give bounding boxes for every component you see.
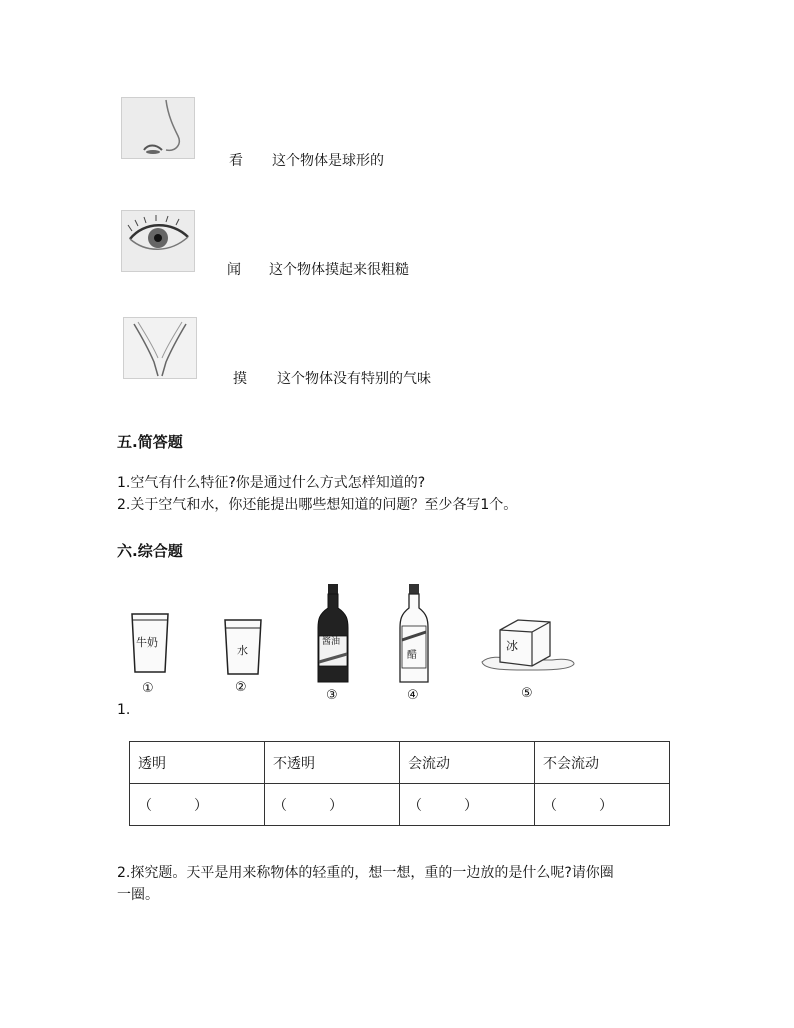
description-label: 这个物体摸起来很粗糙 bbox=[269, 262, 409, 278]
item-number: ② bbox=[235, 680, 247, 695]
table-header-cell: 会流动 bbox=[400, 742, 535, 784]
eye-icon bbox=[122, 211, 194, 271]
item-number: ③ bbox=[326, 688, 338, 703]
classification-table bbox=[129, 741, 670, 826]
bottle-soy-sauce-icon bbox=[315, 584, 351, 684]
nose-icon bbox=[122, 98, 194, 158]
table-header-cell: 不会流动 bbox=[535, 742, 670, 784]
answer-blank[interactable]: （ ） bbox=[265, 784, 400, 826]
sense-label: 看 bbox=[229, 153, 243, 169]
eye-image bbox=[121, 210, 195, 272]
item-water bbox=[222, 618, 264, 708]
item-number: ① bbox=[142, 681, 154, 696]
description-label: 这个物体是球形的 bbox=[272, 153, 384, 169]
table-header-cell: 透明 bbox=[130, 742, 265, 784]
item-milk bbox=[128, 612, 172, 708]
item-label: 牛奶 bbox=[136, 636, 158, 649]
question-text: 2.关于空气和水，你还能提出哪些想知道的问题？至少各写1个。 bbox=[117, 497, 518, 513]
item-soy-sauce bbox=[315, 584, 351, 706]
sense-label: 摸 bbox=[233, 371, 247, 387]
question-text: 2.探究题。天平是用来称物体的轻重的，想一想，重的一边放的是什么呢?请你圈 bbox=[117, 865, 614, 881]
section-six-title: 六.综合题 bbox=[117, 542, 183, 560]
item-number: ④ bbox=[407, 688, 419, 703]
hands-icon bbox=[124, 318, 196, 378]
item-label: 冰 bbox=[506, 639, 519, 653]
answer-blank[interactable]: （ ） bbox=[400, 784, 535, 826]
item-vinegar bbox=[398, 584, 430, 706]
item-label: 醋 bbox=[407, 650, 417, 661]
item-label: 水 bbox=[237, 644, 248, 657]
table-answer-row bbox=[130, 784, 670, 826]
item-label: 酱油 bbox=[322, 637, 341, 647]
description-label: 这个物体没有特别的气味 bbox=[277, 371, 431, 387]
nose-image bbox=[121, 97, 195, 159]
ice-cube-icon bbox=[478, 616, 578, 672]
bottle-vinegar-icon bbox=[398, 584, 430, 684]
section-five-title: 五.简答题 bbox=[117, 433, 183, 451]
sense-label: 闻 bbox=[227, 262, 241, 278]
answer-blank[interactable]: （ ） bbox=[535, 784, 670, 826]
question-text: 1.空气有什么特征?你是通过什么方式怎样知道的? bbox=[117, 475, 426, 491]
question-text: 一圈。 bbox=[117, 887, 159, 903]
item-ice bbox=[478, 616, 578, 710]
question-number: 1. bbox=[117, 702, 131, 718]
table-header-cell: 不透明 bbox=[265, 742, 400, 784]
item-number: ⑤ bbox=[521, 686, 533, 701]
answer-blank[interactable]: （ ） bbox=[130, 784, 265, 826]
hands-image bbox=[123, 317, 197, 379]
table-header-row bbox=[130, 742, 670, 784]
